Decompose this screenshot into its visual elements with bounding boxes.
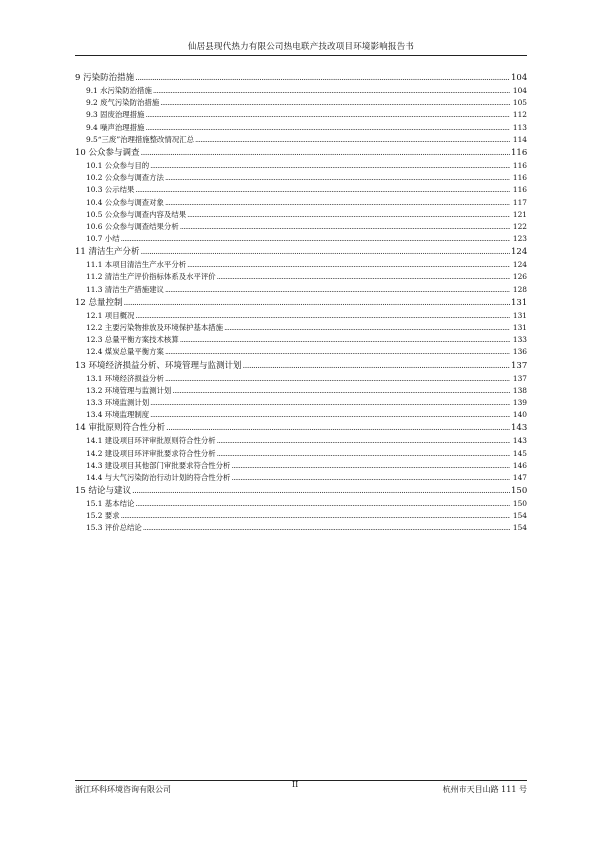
- footer-address: 杭州市天目山路 111 号: [442, 785, 527, 794]
- toc-entry-title: 9.2 废气污染防治措施: [86, 98, 160, 108]
- toc-entry-page: 114: [512, 134, 527, 144]
- toc-dot-leader: [166, 423, 510, 433]
- toc-entry-page: 116: [512, 173, 527, 183]
- toc-entry-title: 15.1 基本结论: [86, 499, 135, 509]
- toc-entry-page: 113: [512, 122, 527, 132]
- toc-section-entry[interactable]: [86, 160, 527, 172]
- toc-dot-leader: [135, 499, 510, 508]
- toc-entry-page: 105: [512, 98, 527, 108]
- toc-dot-leader: [231, 461, 510, 470]
- toc-entry-title: 12 总量控制: [75, 297, 123, 308]
- toc-dot-leader: [231, 473, 510, 482]
- toc-section-entry[interactable]: [86, 271, 527, 283]
- toc-entry-title: 13.4 环境监理制度: [86, 410, 150, 420]
- toc-entry-page: 146: [512, 460, 527, 470]
- toc-dot-leader: [141, 247, 510, 257]
- toc-entry-page: 150: [511, 486, 528, 497]
- toc-dot-leader: [145, 123, 510, 132]
- toc-entry-page: 154: [512, 523, 527, 533]
- toc-entry-page: 137: [511, 360, 528, 371]
- toc-entry-title: 12.3 总量平衡方案技术核算: [86, 335, 179, 345]
- toc-section-entry[interactable]: [86, 435, 527, 447]
- toc-entry-title: 11 清洁生产分析: [75, 247, 140, 258]
- toc-entry-page: 143: [511, 423, 528, 434]
- toc-dot-leader: [145, 110, 510, 119]
- toc-section-entry[interactable]: [86, 134, 527, 146]
- toc-dot-leader: [217, 272, 510, 281]
- toc-entry-page: 136: [512, 347, 527, 357]
- footer-company: 浙江环科环境咨询有限公司: [75, 785, 171, 794]
- toc-dot-leader: [180, 222, 510, 231]
- toc-entry-page: 122: [512, 221, 527, 231]
- toc-entry-title: 14 审批原则符合性分析: [75, 423, 166, 434]
- toc-chapter-entry[interactable]: [75, 359, 527, 373]
- toc-dot-leader: [150, 161, 510, 170]
- toc-entry-title: 11.2 清洁生产评价指标体系及水平评价: [86, 272, 216, 282]
- toc-section-entry[interactable]: [86, 310, 527, 322]
- toc-dot-leader: [160, 98, 510, 107]
- toc-section-entry[interactable]: [86, 334, 527, 346]
- toc-entry-title: 10.2 公众参与调查方法: [86, 173, 164, 183]
- toc-entry-page: 150: [512, 499, 527, 509]
- toc-entry-page: 121: [512, 209, 527, 219]
- toc-entry-title: 10.4 公众参与调查对象: [86, 197, 164, 207]
- toc-dot-leader: [180, 335, 510, 344]
- toc-entry-page: 140: [512, 410, 527, 420]
- toc-entry-title: 9.3 固废治理措施: [86, 110, 145, 120]
- toc-dot-leader: [135, 73, 510, 83]
- toc-entry-title: 11.3 清洁生产措施建议: [86, 284, 164, 294]
- toc-section-entry[interactable]: [86, 472, 527, 484]
- toc-entry-title: 9 污染防治措施: [75, 73, 135, 83]
- toc-section-entry[interactable]: [86, 184, 527, 196]
- toc-entry-page: 116: [512, 160, 527, 170]
- toc-entry-page: 128: [512, 284, 527, 294]
- toc-entry-page: 116: [512, 185, 527, 195]
- toc-dot-leader: [141, 148, 510, 158]
- toc-entry-page: 139: [512, 397, 527, 407]
- toc-entry-page: 123: [512, 234, 527, 244]
- toc-section-entry[interactable]: [86, 97, 527, 109]
- toc-entry-page: 117: [512, 197, 527, 207]
- toc-entry-page: 138: [512, 385, 527, 395]
- toc-entry-title: 14.1 建设项目环评审批原则符合性分析: [86, 436, 216, 446]
- toc-entry-page: 133: [512, 335, 527, 345]
- toc-dot-leader: [124, 298, 510, 308]
- toc-entry-title: 10.7 小结: [86, 234, 120, 244]
- toc-entry-title: 12.1 项目概况: [86, 310, 135, 320]
- toc-dot-leader: [224, 323, 510, 332]
- toc-entry-title: 11.1 本项目清洁生产水平分析: [86, 260, 187, 270]
- toc-dot-leader: [243, 361, 510, 371]
- toc-section-entry[interactable]: [86, 209, 527, 221]
- toc-entry-title: 14.4 与大气污染防治行动计划的符合性分析: [86, 472, 231, 482]
- toc-dot-leader: [165, 173, 510, 182]
- toc-dot-leader: [150, 398, 510, 407]
- toc-section-entry[interactable]: [86, 510, 527, 522]
- header-rule: [75, 55, 527, 56]
- toc-section-entry[interactable]: [86, 221, 527, 233]
- toc-dot-leader: [195, 135, 510, 144]
- toc-entry-page: 143: [512, 436, 527, 446]
- toc-entry-title: 13.2 环境管理与监测计划: [86, 385, 172, 395]
- toc-section-entry[interactable]: [86, 397, 527, 409]
- toc-section-entry[interactable]: [86, 385, 527, 397]
- toc-section-entry[interactable]: [86, 109, 527, 121]
- toc-dot-leader: [121, 234, 510, 243]
- toc-entry-page: 124: [512, 260, 527, 270]
- toc-dot-leader: [165, 374, 510, 383]
- toc-dot-leader: [121, 511, 510, 520]
- toc-entry-page: 104: [511, 73, 528, 83]
- toc-entry-page: 147: [512, 472, 527, 482]
- toc-entry-title: 9.4 噪声治理措施: [86, 122, 145, 132]
- toc-dot-leader: [217, 436, 510, 445]
- toc-chapter-entry[interactable]: [75, 484, 527, 498]
- toc-dot-leader: [217, 449, 510, 458]
- toc-dot-leader: [135, 185, 510, 194]
- toc-entry-page: 154: [512, 511, 527, 521]
- toc-dot-leader: [143, 523, 510, 532]
- table-of-contents: [75, 71, 527, 535]
- toc-entry-title: 12.4 煤炭总量平衡方案: [86, 347, 164, 357]
- toc-section-entry[interactable]: [86, 197, 527, 209]
- toc-entry-title: 10 公众参与调查: [75, 147, 140, 158]
- page-number: II: [292, 780, 299, 789]
- toc-entry-title: 12.2 主要污染物排放及环境保护基本措施: [86, 323, 224, 332]
- toc-section-entry[interactable]: [86, 259, 527, 271]
- running-header: 仙居县现代热力有限公司热电联产技改项目环境影响报告书: [187, 42, 415, 52]
- toc-chapter-entry[interactable]: [75, 71, 527, 85]
- toc-dot-leader: [150, 410, 510, 419]
- toc-entry-title: 13.3 环境监测计划: [86, 397, 150, 407]
- toc-section-entry[interactable]: [86, 409, 527, 421]
- toc-section-entry[interactable]: [86, 284, 527, 296]
- toc-section-entry[interactable]: [86, 522, 527, 534]
- toc-chapter-entry[interactable]: [75, 421, 527, 435]
- toc-dot-leader: [165, 285, 510, 294]
- toc-section-entry[interactable]: [86, 346, 527, 358]
- toc-entry-title: 13.1 环境经济损益分析: [86, 373, 164, 383]
- toc-entry-title: 13 环境经济损益分析、环境管理与监测计划: [75, 360, 242, 371]
- toc-entry-title: 10.3 公示结果: [86, 185, 135, 195]
- toc-entry-title: 10.5 公众参与调查内容及结果: [86, 209, 187, 219]
- toc-entry-page: 116: [511, 147, 528, 158]
- toc-entry-title: 9.1 水污染防治措施: [86, 86, 152, 95]
- toc-dot-leader: [135, 311, 510, 320]
- toc-section-entry[interactable]: [86, 172, 527, 184]
- toc-dot-leader: [187, 210, 510, 219]
- toc-entry-page: 124: [511, 247, 528, 258]
- toc-section-entry[interactable]: [86, 85, 527, 97]
- toc-chapter-entry[interactable]: [75, 146, 527, 160]
- toc-dot-leader: [132, 486, 510, 496]
- toc-entry-title: 15.3 评价总结论: [86, 523, 142, 533]
- toc-chapter-entry[interactable]: [75, 245, 527, 259]
- toc-section-entry[interactable]: [86, 122, 527, 134]
- toc-entry-title: 10.6 公众参与调查结果分析: [86, 221, 179, 231]
- toc-entry-title: 14.2 建设项目环评审批要求符合性分析: [86, 448, 216, 458]
- toc-dot-leader: [153, 86, 510, 95]
- toc-entry-page: 131: [511, 297, 528, 308]
- toc-entry-title: 9.5“三废”治理措施整改情况汇总: [86, 134, 194, 144]
- toc-entry-page: 126: [512, 272, 527, 282]
- toc-entry-title: 15.2 要求: [86, 511, 120, 521]
- toc-dot-leader: [172, 386, 510, 395]
- toc-entry-page: 145: [512, 448, 527, 458]
- toc-entry-page: 104: [512, 86, 527, 95]
- toc-entry-title: 14.3 建设项目其他部门审批要求符合性分析: [86, 460, 231, 470]
- toc-dot-leader: [165, 198, 510, 207]
- toc-section-entry[interactable]: [86, 233, 527, 245]
- footer-rule: [75, 780, 527, 781]
- toc-section-entry[interactable]: [86, 498, 527, 510]
- toc-entry-title: 10.1 公众参与目的: [86, 160, 150, 170]
- toc-entry-page: 131: [512, 310, 527, 320]
- toc-section-entry[interactable]: [86, 373, 527, 385]
- toc-entry-page: 131: [512, 323, 527, 332]
- toc-section-entry[interactable]: [86, 448, 527, 460]
- toc-entry-page: 112: [512, 110, 527, 120]
- toc-entry-title: 15 结论与建议: [75, 486, 132, 497]
- toc-dot-leader: [187, 260, 510, 269]
- toc-chapter-entry[interactable]: [75, 296, 527, 310]
- toc-dot-leader: [165, 347, 510, 356]
- toc-section-entry[interactable]: [86, 460, 527, 472]
- toc-entry-page: 137: [512, 373, 527, 383]
- toc-section-entry[interactable]: [86, 322, 527, 334]
